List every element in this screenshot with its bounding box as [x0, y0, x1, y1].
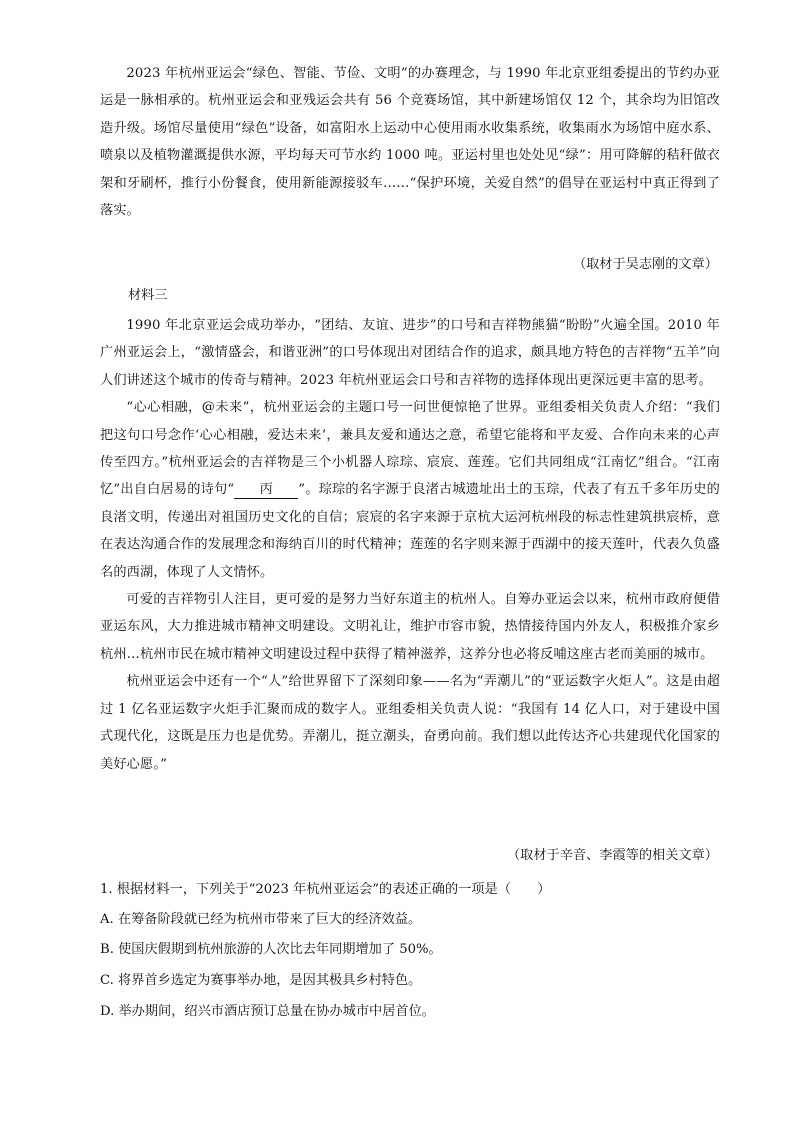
material-three-body: [100, 312, 720, 778]
source-note-1: （取材于吴志刚的文章）: [572, 257, 718, 272]
option-a: A. 在筹备阶段就已经为杭州市带来了巨大的经济效益。: [100, 912, 422, 927]
option-b: B. 使国庆假期到杭州旅游的人次比去年同期增加了 50%。: [100, 942, 442, 957]
material-three-heading: 材料三: [128, 288, 168, 303]
paragraph-mascots: [100, 394, 720, 586]
mascot-text-after: ”。琮琮的名字源于良渚古城遗址出土的玉琮，代表了有五千多年历史的良渚文明，传递出对祖国历史文化的自信；宸宸的名字来源于京杭大运河杭州段的标志性建筑拱宸桥，意在表达沟通合作的发展理念和海纳百川的时代精神；莲莲的名字则来源于西湖中的接天莲叶，代表久负盛名的西湖，体现了人文情怀。: [100, 482, 720, 580]
paragraph-hangzhou-citizens: 可爱的吉祥物引人注目，更可爱的是努力当好东道主的杭州人。自筹办亚运会以来，杭州市政府便借亚运东风，大力推进城市精神文明建设。文明礼让，维护市容市貌，热情接待国内外友人，积极推介家乡杭州…杭州市民在城市精神文明建设过程中获得了精神滋养，这养分也必将反哺这座古老而美丽的城市。: [100, 592, 720, 662]
material-two-paragraph: [100, 60, 720, 224]
paragraph-green-venues: 2023 年杭州亚运会“绿色、智能、节俭、文明”的办赛理念，与 1990 年北京亚组委提出的节约办亚运是一脉相承的。杭州亚运会和亚残运会共有 56 个竞赛场馆，其中新建场馆仅 12 个，其余均为旧馆改造升级。场馆尽量使用“绿色”设备，如富阳水上运动中心使用雨水收集系统，收集雨水为场馆中庭水系、喷泉以及植物灌溉提供水源，平均每天可节水约 1000 吨。亚运村里也处处见“绿”：用可降解的秸秆做衣架和牙刷杯，推行小份餐食，使用新能源接驳车……“保护环境，关爱自然”的倡导在亚运村中真正得到了落实。: [100, 66, 720, 219]
question-1-stem: 1. 根据材料一，下列关于“2023 年杭州亚运会”的表述正确的一项是（ ）: [100, 882, 551, 897]
fill-in-blank: 丙: [234, 482, 298, 499]
paragraph-slogans-history: 1990 年北京亚运会成功举办，“团结、友谊、进步”的口号和吉祥物熊猫“盼盼”火遍全国。2010 年广州亚运会上，“激情盛会，和谐亚洲”的口号体现出对团结合作的追求，颇具地方特色的吉祥物“五羊”向人们讲述这个城市的传奇与精神。2023 年杭州亚运会口号和吉祥物的选择体现出更深远更丰富的思考。: [100, 318, 720, 388]
option-d: D. 举办期间，绍兴市酒店预订总量在协办城市中居首位。: [100, 1004, 435, 1019]
option-c: C. 将界首乡选定为赛事举办地，是因其极具乡村特色。: [100, 973, 422, 988]
mascot-text-before: “心心相融，@未来”，杭州亚运会的主题口号一问世便惊艳了世界。亚组委相关负责人介绍：“我们把这句口号念作‘心心相融，爱达未来’，兼具友爱和通达之意，希望它能将和平友爱、合作向未来的心声传至四方。”杭州亚运会的吉祥物是三个小机器人琮琮、宸宸、莲莲。它们共同组成“江南忆”组合。“江南忆”出自白居易的诗句“: [100, 400, 720, 498]
source-note-2: （取材于辛音、李霞等的相关文章）: [507, 848, 718, 863]
paragraph-digital-torchbearer: 杭州亚运会中还有一个“人”给世界留下了深刻印象——名为“弄潮儿”的“亚运数字火炬人”。这是由超过 1 亿名亚运数字火炬手汇聚而成的数字人。亚组委相关负责人说：“我国有 14 亿人口，对于建设中国式现代化，这既是压力也是优势。弄潮儿，挺立潮头，奋勇向前。我们想以此传达齐心共建现代化国家的美好心愿。”: [100, 674, 720, 772]
